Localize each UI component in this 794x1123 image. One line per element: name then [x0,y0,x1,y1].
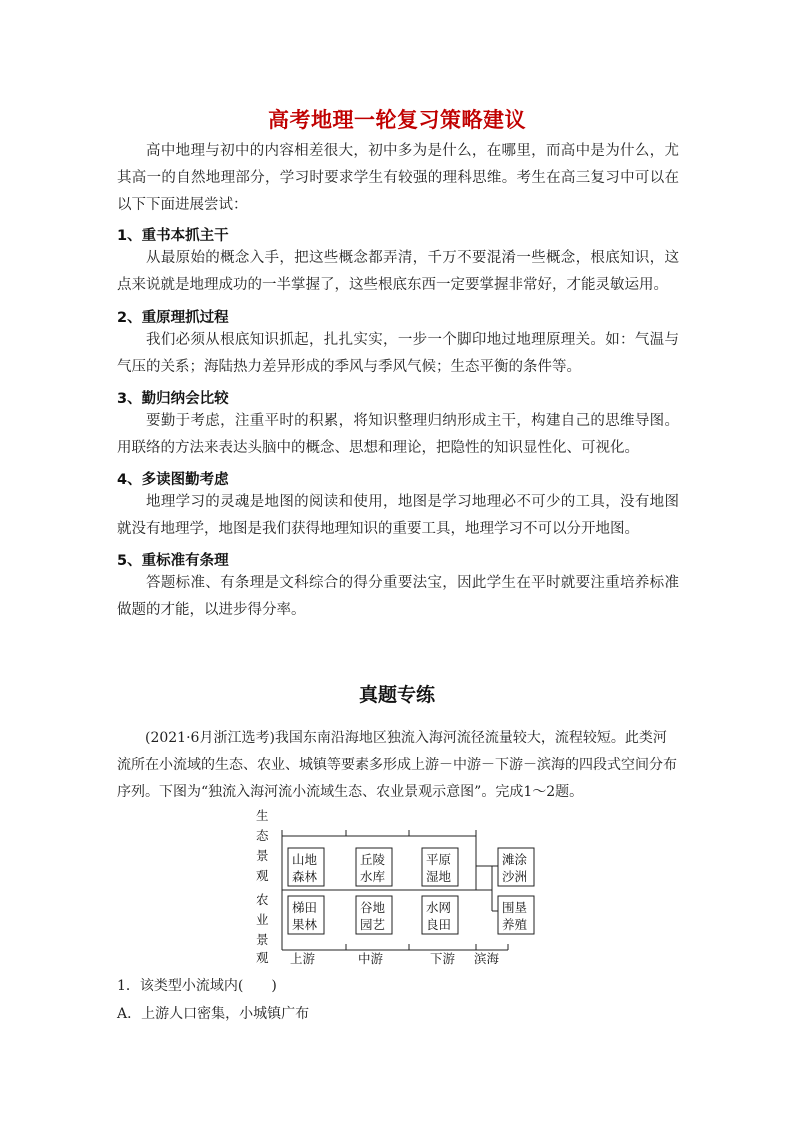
option-a: A．上游人口密集，小城镇广布 [117,1006,310,1022]
svg-text:水库: 水库 [360,869,386,884]
question-intro: (2021·6月浙江选考)我国东南沿海地区独流入海河流径流量较大，流程较短。此类河流所在小流域的生态、农业、城镇等要素多形成上游－中游－下游－滨海的四段式空间分布序列。下图为“独流入海河流小流域生态、农业景观示意图”。完成1～2题。 [117,730,677,800]
svg-text:生: 生 [256,808,269,823]
section-text-4: 地理学习的灵魂是地图的阅读和使用，地图是学习地理必不可少的工具，没有地图就没有地理学，地图是我们获得地理知识的重要工具，地理学习不可以分开地图。 [117,494,679,537]
landscape-diagram [246,806,536,966]
section-heading-1: 1、重书本抓主干 [117,228,229,244]
svg-text:梯田: 梯田 [292,900,318,915]
section-heading-4: 4、多读图勤考虑 [117,472,229,488]
svg-text:滩涂: 滩涂 [502,852,528,867]
svg-text:平原: 平原 [426,852,452,867]
svg-text:水网: 水网 [426,900,452,915]
svg-text:果林: 果林 [292,917,318,932]
section-heading-3: 3、勤归纳会比较 [117,391,229,407]
agri-box-water-farmland [422,896,458,934]
section-text-5: 答题标准、有条理是文科综合的得分重要法宝，因此学生在平时就要注重培养标准做题的才能，以进步得分率。 [117,575,679,618]
svg-text:森林: 森林 [292,869,318,884]
svg-text:业: 业 [256,912,269,927]
eco-box-tidal-flat [498,848,534,886]
svg-text:景: 景 [256,848,269,863]
svg-text:园艺: 园艺 [360,917,386,932]
svg-text:景: 景 [256,932,269,947]
page-title: 高考地理一轮复习策略建议 [268,108,526,132]
eco-box-plain-wetland [422,848,458,886]
eco-row-label [256,808,269,883]
svg-text:围垦: 围垦 [502,900,528,915]
svg-text:谷地: 谷地 [360,900,386,915]
svg-text:态: 态 [256,828,269,843]
svg-text:农: 农 [256,892,269,907]
zone-label-downstream: 下游 [430,951,456,966]
question-1: 1．该类型小流域内( ) [117,978,277,994]
svg-text:山地: 山地 [292,852,318,867]
svg-text:沙洲: 沙洲 [502,869,528,884]
intro-paragraph: 高中地理与初中的内容相差很大，初中多为是什么，在哪里，而高中是为什么，尤其高一的自然地理部分，学习时要求学生有较强的理科思维。考生在高三复习中可以在以下下面进展尝试： [117,143,679,213]
svg-text:湿地: 湿地 [426,869,452,884]
eco-box-hill-reservoir [356,848,392,886]
agri-box-reclamation-aquaculture [498,896,534,934]
section-text-3: 要勤于考虑，注重平时的积累，将知识整理归纳形成主干，构建自己的思维导图。用联络的方法来表达头脑中的概念、思想和理论，把隐性的知识显性化、可视化。 [117,413,679,456]
agri-box-terrace-orchard [288,896,324,934]
svg-text:观: 观 [256,950,269,965]
zone-label-coastal: 滨海 [474,951,500,966]
zone-label-midstream: 中游 [358,951,384,966]
agri-row-label [256,892,269,965]
svg-text:丘陵: 丘陵 [360,852,386,867]
zone-label-upstream: 上游 [290,951,316,966]
svg-text:良田: 良田 [426,917,452,932]
section-heading-5: 5、重标准有条理 [117,553,229,569]
svg-text:观: 观 [256,868,269,883]
practice-title: 真题专练 [358,684,435,706]
eco-box-mountain-forest [288,848,324,886]
section-text-2: 我们必须从根底知识抓起，扎扎实实，一步一个脚印地过地理原理关。如：气温与气压的关系；海陆热力差异形成的季风与季风气候；生态平衡的条件等。 [117,332,679,375]
section-heading-2: 2、重原理抓过程 [117,310,229,326]
agri-box-valley-horticulture [356,896,392,934]
svg-text:养殖: 养殖 [502,917,528,932]
section-text-1: 从最原始的概念入手，把这些概念都弄清，千万不要混淆一些概念，根底知识，这点来说就是地理成功的一半掌握了，这些根底东西一定要掌握非常好，才能灵敏运用。 [117,250,679,293]
